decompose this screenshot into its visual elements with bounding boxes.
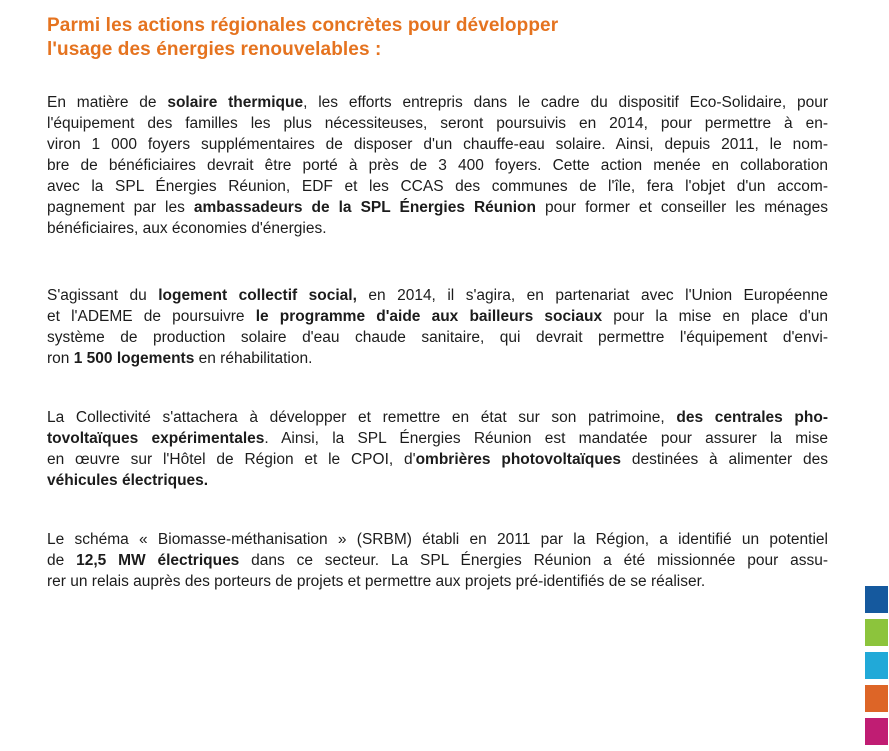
bold-text: logement collectif social, — [158, 287, 357, 304]
bold-text: ombrières photovoltaïques — [415, 451, 622, 468]
text-line — [47, 529, 828, 550]
text-segment: de — [47, 552, 77, 569]
section-heading — [47, 14, 828, 62]
text-segment: système de production solaire d'eau chaude sanitaire, qui devrait permettre l'équipement d'envi- — [47, 329, 828, 346]
text-line — [47, 428, 828, 449]
text-segment: destinées à alimenter des — [621, 451, 829, 468]
bold-text: 12,5 MW électriques — [76, 552, 240, 569]
text-segment: bre de bénéficiaires devrait être porté à près de 3 400 foyers. Cette action menée en collaboration — [47, 157, 828, 174]
text-line — [47, 327, 828, 348]
color-square-orange — [865, 685, 888, 712]
body-paragraph — [47, 529, 828, 592]
color-square-magenta — [865, 718, 888, 745]
text-segment: en réhabilitation. — [194, 350, 313, 367]
bold-text: tovoltaïques expérimentales — [47, 430, 265, 447]
text-column — [47, 14, 828, 592]
text-segment: avec la SPL Énergies Réunion, EDF et les CCAS des communes de l'île, fera l'objet d'un accom- — [47, 178, 828, 195]
text-line — [47, 92, 828, 113]
text-line — [47, 134, 828, 155]
bold-text: le programme d'aide aux bailleurs sociaux — [255, 308, 603, 325]
bold-text: ambassadeurs de la SPL Énergies Réunion — [193, 199, 536, 216]
bold-text: 1 500 logements — [73, 350, 195, 367]
body-paragraph — [47, 285, 828, 369]
text-segment: La Collectivité s'attachera à développer et remettre en état sur son patrimoine, — [47, 409, 677, 426]
text-line — [47, 449, 828, 470]
text-segment: en œuvre sur l'Hôtel de Région et le CPOI, d' — [47, 451, 416, 468]
text-line — [47, 306, 828, 327]
text-line — [47, 285, 828, 306]
text-line — [47, 407, 828, 428]
body-paragraphs — [47, 92, 828, 592]
bold-text: solaire thermique — [167, 94, 304, 111]
text-segment: pagnement par les — [47, 199, 194, 216]
text-segment: Le schéma « Biomasse-méthanisation » (SRBM) établi en 2011 par la Région, a identifié un potentiel — [47, 531, 828, 548]
color-square-blue — [865, 586, 888, 613]
text-segment: bénéficiaires, aux économies d'énergies. — [47, 220, 327, 237]
text-segment: En matière de — [47, 94, 168, 111]
text-segment: rer un relais auprès des porteurs de projets et permettre aux projets pré-identifiés de se réaliser. — [47, 573, 706, 590]
text-segment: . Ainsi, la SPL Énergies Réunion est mandatée pour assurer la mise — [264, 430, 828, 447]
bold-text: véhicules électriques. — [47, 472, 209, 489]
body-paragraph — [47, 407, 828, 491]
text-line — [47, 571, 828, 592]
text-segment: pour la mise en place d'un — [602, 308, 828, 325]
heading-line: Parmi les actions régionales concrètes pour développer — [47, 15, 559, 36]
text-segment: ron — [47, 350, 74, 367]
color-square-cyan — [865, 652, 888, 679]
text-line — [47, 348, 828, 369]
color-strip — [865, 586, 888, 745]
text-segment: S'agissant du — [47, 287, 159, 304]
text-line — [47, 113, 828, 134]
body-paragraph — [47, 92, 828, 239]
text-segment: l'équipement des familles les plus nécessiteuses, seront poursuivis en 2014, pour permettre à en- — [47, 115, 828, 132]
text-line — [47, 197, 828, 218]
text-line — [47, 218, 828, 239]
text-line — [47, 470, 828, 491]
text-line — [47, 155, 828, 176]
text-line — [47, 550, 828, 571]
color-square-green — [865, 619, 888, 646]
text-segment: en 2014, il s'agira, en partenariat avec l'Union Européenne — [356, 287, 828, 304]
text-segment: , les efforts entrepris dans le cadre du dispositif Eco-Solidaire, pour — [303, 94, 828, 111]
text-line — [47, 176, 828, 197]
text-segment: et l'ADEME de poursuivre — [47, 308, 256, 325]
text-segment: pour former et conseiller les ménages — [535, 199, 828, 216]
text-segment: viron 1 000 foyers supplémentaires de disposer d'un chauffe-eau solaire. Ainsi, depuis 2011, le nom- — [47, 136, 828, 153]
heading-line: l'usage des énergies renouvelables : — [47, 39, 382, 60]
bold-text: des centrales pho- — [676, 409, 828, 426]
text-segment: dans ce secteur. La SPL Énergies Réunion a été missionnée pour assu- — [239, 552, 828, 569]
